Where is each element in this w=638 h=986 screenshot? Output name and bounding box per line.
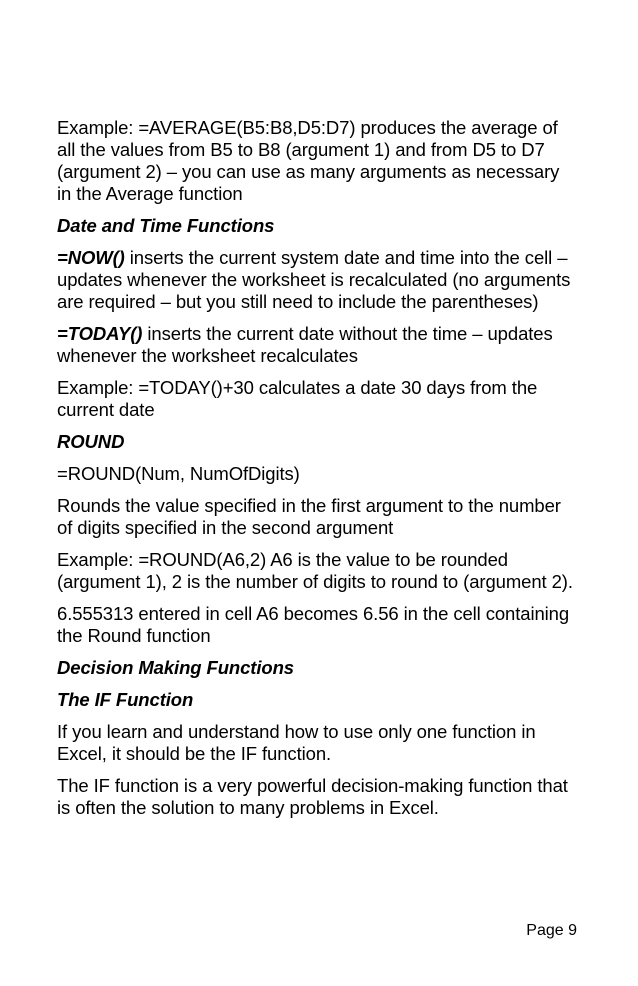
today-paragraph — [57, 323, 577, 367]
round-syntax: =ROUND(Num, NumOfDigits) — [57, 463, 300, 484]
decision-heading: Decision Making Functions — [57, 657, 294, 678]
date-time-heading: Date and Time Functions — [57, 215, 275, 236]
if-heading: The IF Function — [57, 689, 194, 710]
document-page — [57, 117, 577, 829]
if-learn-paragraph: If you learn and understand how to use only one function in Excel, it should be the IF function. — [57, 721, 536, 764]
round-heading: ROUND — [57, 431, 125, 452]
now-paragraph — [57, 247, 577, 313]
average-example: Example: =AVERAGE(B5:B8,D5:D7) produces the average of all the values from B5 to B8 (argument 1) and from D5 to D7 (argument 2) – you can use as many arguments as necessary in the Average function — [57, 117, 560, 204]
today-description: inserts the current date without the time – updates whenever the worksheet recalculates — [57, 323, 553, 366]
round-example: Example: =ROUND(A6,2) A6 is the value to be rounded (argument 1), 2 is the number of digits to round to (argument 2). — [57, 549, 573, 592]
now-function-name: =NOW() — [57, 247, 125, 268]
today-function-name: =TODAY() — [57, 323, 143, 344]
if-powerful-paragraph: The IF function is a very powerful decision-making function that is often the solution to many problems in Excel. — [57, 775, 568, 818]
round-result: 6.555313 entered in cell A6 becomes 6.56 in the cell containing the Round function — [57, 603, 570, 646]
now-description: inserts the current system date and time into the cell – updates whenever the worksheet is recalculated (no arguments are required – but you still need to include the parentheses) — [57, 247, 571, 312]
page-number: Page 9 — [526, 922, 577, 939]
round-description: Rounds the value specified in the first argument to the number of digits specified in the second argument — [57, 495, 561, 538]
today-example: Example: =TODAY()+30 calculates a date 30 days from the current date — [57, 377, 538, 420]
